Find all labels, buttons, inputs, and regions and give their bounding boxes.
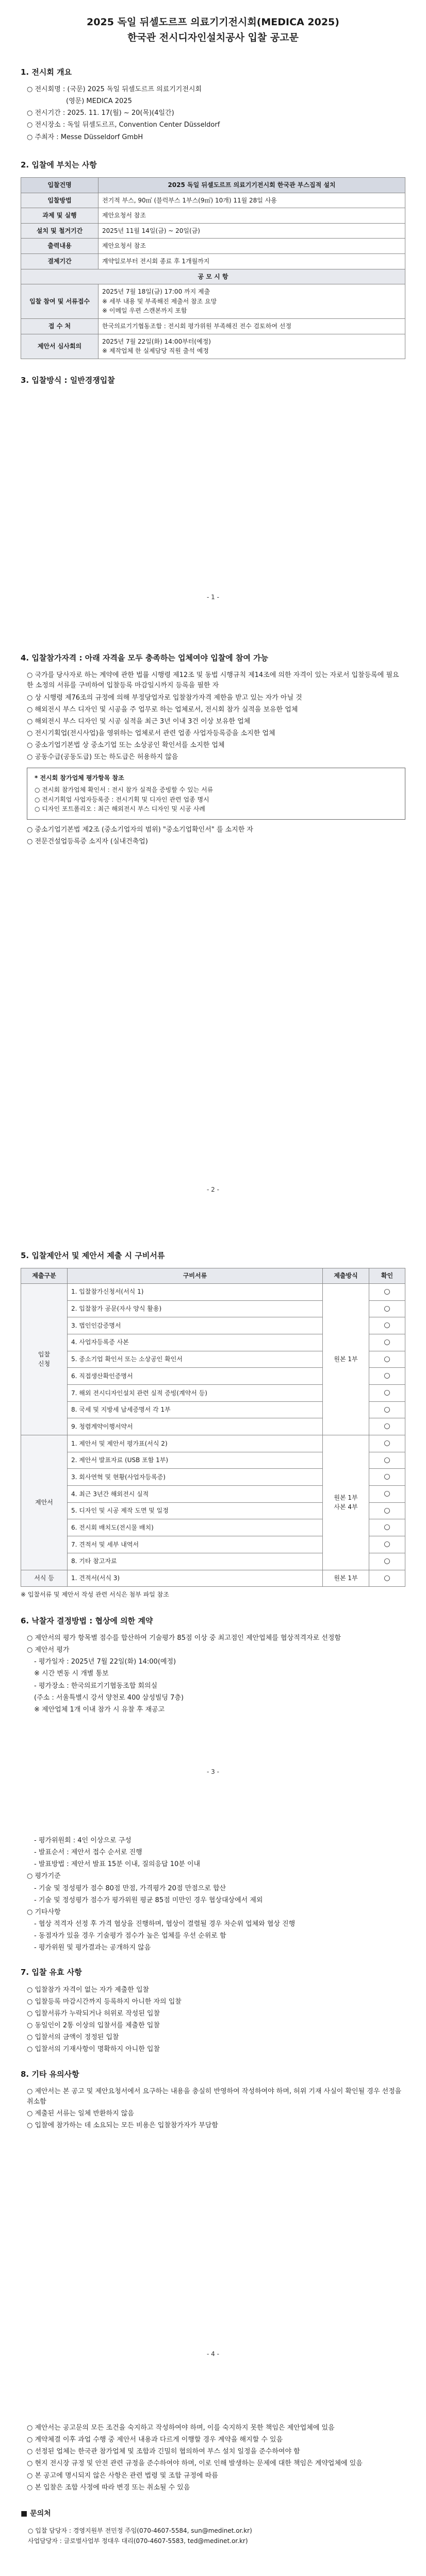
eligibility-extra-item: ○ 전문건설업등록증 소지자 (실내건축업) — [27, 837, 148, 845]
notice-item: ○ 선정된 업체는 한국관 참가업체 및 조합과 긴밀히 협의하여 부스 설치 일정을 준수하여야 함 — [27, 2448, 300, 2456]
exhibition-period: ○ 전시기간 : 2025. 11. 17(월) ~ 20(목)(4일간) — [27, 109, 174, 117]
bid-info-row — [21, 223, 405, 239]
check-circle: ○ — [369, 1368, 405, 1385]
eligibility-item: ○ 중소기업기본법 상 중소기업 또는 소상공인 확인서를 소지한 업체 — [27, 741, 225, 750]
document-row — [21, 1435, 405, 1452]
col-submit-type: 제출구분 — [21, 1268, 68, 1284]
submit-type: 제안서 — [21, 1435, 68, 1570]
evaluation-item: - 평가위원 및 평가결과는 공개하지 않음 — [34, 1944, 151, 1952]
box-line: ○ 전시기획업 사업자등록증 : 전시기획 및 디자인 관련 업종 명시 — [35, 795, 209, 803]
schedule-label: 입찰 참여 및 서류접수 — [21, 284, 99, 319]
exhibition-name: ○ 전시회명 : (국문) 2025 독일 뒤셀도르프 의료기기전시회 — [27, 86, 202, 94]
page-1 — [0, 0, 426, 393]
schedule-row — [21, 334, 405, 359]
section-7-heading: 7. 입찰 유효 사항 — [21, 1968, 82, 1977]
box-line: ○ 디자인 포트폴리오 : 최근 해외전시 부스 디자인 및 시공 사례 — [35, 805, 205, 813]
invalid-bid-item: ○ 입찰서의 기재사항이 명확하지 아니한 입찰 — [27, 2045, 160, 2054]
page-number-2: - 2 - — [207, 1186, 219, 1193]
award-method-item: ○ 제안서 평가 — [27, 1646, 70, 1654]
col-check: 확인 — [369, 1268, 405, 1284]
col-method: 제출방식 — [323, 1268, 369, 1284]
document-item: 5. 디자인 및 시공 제작 도면 및 일정 — [68, 1502, 323, 1519]
page-2 — [0, 639, 426, 849]
submit-method: 원본 1부 — [323, 1283, 369, 1435]
document-row — [21, 1570, 405, 1587]
document-item: 2. 제안서 발표자료 (USB 포함 1부) — [68, 1452, 323, 1469]
bid-info-label: 입찰방법 — [21, 193, 99, 208]
schedule-row — [21, 284, 405, 319]
notice-item: ○ 제안서는 본 공고 및 제안요청서에서 요구하는 내용을 충실히 반영하여 작성하여야 하며, 허위 기재 사실이 확인될 경우 선정을 취소함 — [27, 2087, 402, 2106]
bid-info-label: 설치 및 철거기간 — [21, 223, 99, 239]
document-item: 1. 제안서 및 제안서 평가표(서식 2) — [68, 1435, 323, 1452]
award-method-item: - 평가일자 : 2025년 7월 22일(화) 14:00(예정) — [34, 1658, 176, 1666]
award-method-item: (주소 : 서울특별시 강서 양천로 400 삼성빌딩 7층) — [34, 1693, 184, 1702]
evaluation-item: - 기술 및 정성평가 점수 80점 만점, 가격평가 20점 만점으로 합산 — [34, 1884, 226, 1892]
check-circle: ○ — [369, 1469, 405, 1486]
invalid-bid-item: ○ 동일인이 2통 이상의 입찰서를 제출한 입찰 — [27, 2022, 160, 2030]
eligibility-extra-item: ○ 중소기업기본법 제2조 (중소기업자의 범위) "중소기업확인서" 를 소지한 자 — [27, 825, 253, 834]
bid-info-label: 결제기간 — [21, 253, 99, 269]
section-5-footnote: ※ 입찰서류 및 제안서 작성 관련 서식은 첨부 파일 참조 — [21, 1591, 169, 1599]
page-3 — [0, 1236, 426, 1717]
eligibility-item: ○ 국가를 당사자로 하는 계약에 관한 법률 시행령 제12조 및 동법 시행규칙 제14조에 의한 자격이 있는 자로서 입찰등록에 필요한 소정의 서류를 구비하여 입찰등록 마감일시까지 등록을 필한 자 — [27, 671, 399, 690]
notice-item: ○ 제안서는 공고문의 모든 조건을 숙지하고 작성하여야 하며, 이를 숙지하지 못한 책임은 제안업체에 있음 — [27, 2424, 335, 2432]
evaluation-item: - 발표순서 : 제안서 접수 순서로 진행 — [34, 1849, 142, 1857]
schedule-value: 2025년 7월 18일(금) 17:00 까지 제출 ※ 세부 내용 및 부족해진 제출서 참조 요망 ※ 이메일 우편 스캔본까지 포함 — [99, 284, 405, 319]
bid-info-value: 제안요청서 참조 — [99, 239, 405, 254]
check-circle: ○ — [369, 1519, 405, 1536]
document-item: 4. 사업자등록증 사본 — [68, 1334, 323, 1351]
check-circle: ○ — [369, 1283, 405, 1300]
eligibility-item: ○ 해외전시 부스 디자인 및 시공 실적을 최근 3년 이내 3건 이상 보유한 업체 — [27, 717, 251, 725]
exhibition-organizer: ○ 주최자 : Messe Düsseldorf GmbH — [27, 133, 143, 141]
bid-info-value: 2025 독일 뒤셀도르프 의료기기전시회 한국관 부스집적 설치 — [99, 177, 405, 193]
invalid-bid-item: ○ 입찰등록 마감시간까지 등록하지 아니한 자의 입찰 — [27, 1997, 182, 2006]
notice-item: ○ 본 입찰은 조합 사정에 따라 변경 또는 취소될 수 있음 — [27, 2483, 190, 2492]
document-item: 6. 직접생산확인증명서 — [68, 1368, 323, 1385]
section-1-heading: 1. 전시회 개요 — [21, 67, 72, 77]
document-item: 3. 법인인감증명서 — [68, 1317, 323, 1334]
contact-list — [21, 2526, 405, 2546]
award-method-item: ○ 제안서의 평가 항목별 점수를 합산하여 기술평가 85점 이상 중 최고점인 제안업체를 협상적격자로 선정함 — [27, 1634, 341, 1642]
evaluation-item: ○ 기타사항 — [27, 1908, 61, 1916]
document-title — [21, 0, 405, 46]
bid-info-value: 2025년 11월 14일(금) ~ 20일(금) — [99, 223, 405, 239]
bid-info-row — [21, 239, 405, 254]
bid-info-row — [21, 177, 405, 193]
document-item: 1. 견적서(서식 3) — [68, 1570, 323, 1587]
document-row — [21, 1283, 405, 1300]
document-item: 7. 해외 전시디자인설치 관련 실적 증빙(계약서 등) — [68, 1384, 323, 1401]
evaluation-item: - 동점자가 있을 경우 기술평가 점수가 높은 업체를 우선 순위로 함 — [34, 1932, 226, 1940]
eligibility-item: ○ 공동수급(공동도급) 또는 하도급은 허용하지 않음 — [27, 753, 178, 761]
check-circle: ○ — [369, 1351, 405, 1368]
bid-info-label: 입찰건명 — [21, 177, 99, 193]
award-method-item: ※ 시간 변동 시 개별 통보 — [34, 1670, 109, 1678]
section-8-heading: 8. 기타 유의사항 — [21, 2069, 79, 2079]
document-item: 8. 기타 참고자료 — [68, 1553, 323, 1570]
bid-info-row — [21, 253, 405, 269]
exhibition-name-en: (영문) MEDICA 2025 — [66, 97, 132, 106]
submit-method: 원본 1부 사본 4부 — [323, 1435, 369, 1570]
notice-item: ○ 입찰에 참가하는 데 소요되는 모든 비용은 입찰참가자가 부담함 — [27, 2122, 218, 2130]
check-circle: ○ — [369, 1435, 405, 1452]
document-item: 1. 입찰참가신청서(서식 1) — [68, 1283, 323, 1300]
section-4-heading: 4. 입찰참가자격 : 아래 자격을 모두 충족하는 업체여야 입찰에 참여 가능 — [21, 653, 269, 663]
title-line-1: 2025 독일 뒤셀도르프 의료기기전시회(MEDICA 2025) — [87, 16, 339, 28]
schedule-row — [21, 318, 405, 334]
award-method-item: - 평가장소 : 한국의료기기협동조합 회의실 — [34, 1682, 158, 1690]
document-item: 2. 입찰참가 공문(자사 양식 활용) — [68, 1300, 323, 1317]
page-5 — [0, 2421, 426, 2576]
invalid-bid-item: ○ 입찰서의 금액이 정정된 입찰 — [27, 2033, 119, 2042]
evaluation-item: - 발표방법 : 제안서 발표 15분 이내, 질의응답 10분 이내 — [34, 1860, 201, 1869]
document-item: 6. 전시회 배치도(전시물 배치) — [68, 1519, 323, 1536]
eligibility-item: ○ 상 시행령 제76조의 규정에 의해 부정당업자로 입찰참가자격 제한을 받고 있는 자가 아닐 것 — [27, 693, 302, 702]
notice-item: ○ 제출된 서류는 일체 반환하지 않음 — [27, 2110, 134, 2118]
document-item: 8. 국세 및 지방세 납세증명서 각 1부 — [68, 1401, 323, 1418]
check-circle: ○ — [369, 1418, 405, 1435]
check-circle: ○ — [369, 1384, 405, 1401]
section-2-heading: 2. 입찰에 부치는 사항 — [21, 160, 97, 170]
contact-line: 사업담당자 : 글로벌사업부 정대우 대리(070-4607-5583, ted@medinet.or.kr) — [28, 2537, 248, 2545]
check-circle: ○ — [369, 1570, 405, 1587]
evaluation-item: ○ 평가기준 — [27, 1872, 61, 1880]
schedule-value: 한국의료기기협동조합 : 전시회 평가위원 부족해진 전수 검토하여 선정 — [99, 318, 405, 334]
check-circle: ○ — [369, 1317, 405, 1334]
eligibility-item: ○ 전시기획업(전시사업)을 영위하는 업체로서 관련 업종 사업자등록증을 소지한 업체 — [27, 729, 275, 737]
document-item: 4. 최근 3년간 해외전시 실적 — [68, 1486, 323, 1503]
document-item: 5. 중소기업 확인서 또는 소상공인 확인서 — [68, 1351, 323, 1368]
page-number-3: - 3 - — [207, 1768, 219, 1775]
schedule-label: 접 수 처 — [21, 318, 99, 334]
submit-type: 서식 등 — [21, 1570, 68, 1587]
bid-info-label: 출력내용 — [21, 239, 99, 254]
schedule-label: 제안서 심사회의 — [21, 334, 99, 359]
exhibition-venue: ○ 전시장소 : 독일 뒤셀도르프, Convention Center Düsseldorf — [27, 121, 220, 129]
page-number-1: - 1 - — [207, 594, 219, 601]
invalid-bid-item: ○ 입찰서류가 누락되거나 허위로 작성된 입찰 — [27, 2009, 160, 2018]
notice-item: ○ 본 공고에 명시되지 않은 사항은 관련 법령 및 조합 규정에 따름 — [27, 2471, 218, 2480]
box-line: ○ 전시회 참가업체 확인서 : 전시 참가 실적을 증빙할 수 있는 서류 — [35, 786, 214, 793]
notice-item: ○ 계약체결 이후 과업 수행 중 제안서 내용과 다르게 이행할 경우 계약을 해지할 수 있음 — [27, 2436, 283, 2444]
submit-type: 입찰 신청 — [21, 1283, 68, 1435]
schedule-header: 공 모 시 항 — [21, 269, 405, 284]
check-circle: ○ — [369, 1452, 405, 1469]
evaluation-item: - 기술 및 정성평가 점수가 평가위원 평균 85점 미만인 경우 협상대상에서 제외 — [34, 1896, 263, 1904]
bid-info-label: 과제 및 실행 — [21, 208, 99, 224]
bid-info-value: 계약일로부터 전시회 종료 후 1개월까지 — [99, 253, 405, 269]
check-circle: ○ — [369, 1334, 405, 1351]
check-circle: ○ — [369, 1486, 405, 1503]
contact-heading: ■ 문의처 — [21, 2509, 51, 2518]
check-circle: ○ — [369, 1300, 405, 1317]
evaluation-reference-box — [27, 768, 405, 819]
section-6-heading: 6. 낙찰자 결정방법 : 협상에 의한 계약 — [21, 1616, 153, 1625]
notice-item: ○ 현지 전시장 규정 및 안전 관련 규정을 준수하여야 하며, 이로 인해 발생하는 문제에 대한 책임은 계약업체에 있음 — [27, 2460, 363, 2468]
submit-method: 원본 1부 — [323, 1570, 369, 1587]
required-documents-table — [21, 1268, 405, 1587]
schedule-value: 2025년 7월 22일(화) 14:00부터(예정) ※ 제작업체 한 실제담당 직원 출석 예정 — [99, 334, 405, 359]
box-title: * 전시회 참가업체 평가항목 참조 — [35, 774, 124, 782]
bid-info-row — [21, 208, 405, 224]
bid-info-value: 전기적 부스, 90㎡ (블럭부스 1부스(9㎡) 10개) 11월 28일 사용 — [99, 193, 405, 208]
eligibility-list — [21, 670, 405, 762]
evaluation-item: - 협상 적격자 선정 후 가격 협상을 진행하며, 협상이 결렬될 경우 차순위 업체와 협상 진행 — [34, 1920, 296, 1928]
document-item: 7. 견적서 및 세부 내역서 — [68, 1536, 323, 1553]
evaluation-item: - 평가위원회 : 4인 이상으로 구성 — [34, 1837, 132, 1844]
bid-info-value: 제안요청서 참조 — [99, 208, 405, 224]
contact-line: ○ 입찰 담당자 : 경영지원부 전민정 주임(070-4607-5584, sun@medinet.or.kr) — [28, 2527, 252, 2534]
bid-info-row — [21, 193, 405, 208]
section-5-heading: 5. 입찰제안서 및 제안서 제출 시 구비서류 — [21, 1251, 165, 1260]
check-circle: ○ — [369, 1401, 405, 1418]
check-circle: ○ — [369, 1553, 405, 1570]
bid-info-table — [21, 177, 405, 359]
title-line-2: 한국관 전시디자인설치공사 입찰 공고문 — [127, 32, 299, 44]
page-number-4: - 4 - — [207, 2350, 219, 2358]
document-item: 9. 청렴계약이행서약서 — [68, 1418, 323, 1435]
document-item: 3. 회사연혁 및 현황(사업자등록증) — [68, 1469, 323, 1486]
section-3-heading: 3. 입찰방식 : 일반경쟁입찰 — [21, 375, 115, 385]
award-method-item: ※ 제안업체 1개 이내 참가 시 유찰 후 재공고 — [34, 1705, 165, 1714]
invalid-bid-item: ○ 입찰참가 자격이 없는 자가 제출한 입찰 — [27, 1986, 150, 1994]
page-4 — [0, 1834, 426, 2132]
col-documents: 구비서류 — [68, 1268, 323, 1284]
check-circle: ○ — [369, 1536, 405, 1553]
eligibility-item: ○ 해외전시 부스 디자인 및 시공을 주 업무로 하는 업체로서, 전시회 참가 실적을 보유한 업체 — [27, 705, 298, 714]
check-circle: ○ — [369, 1502, 405, 1519]
